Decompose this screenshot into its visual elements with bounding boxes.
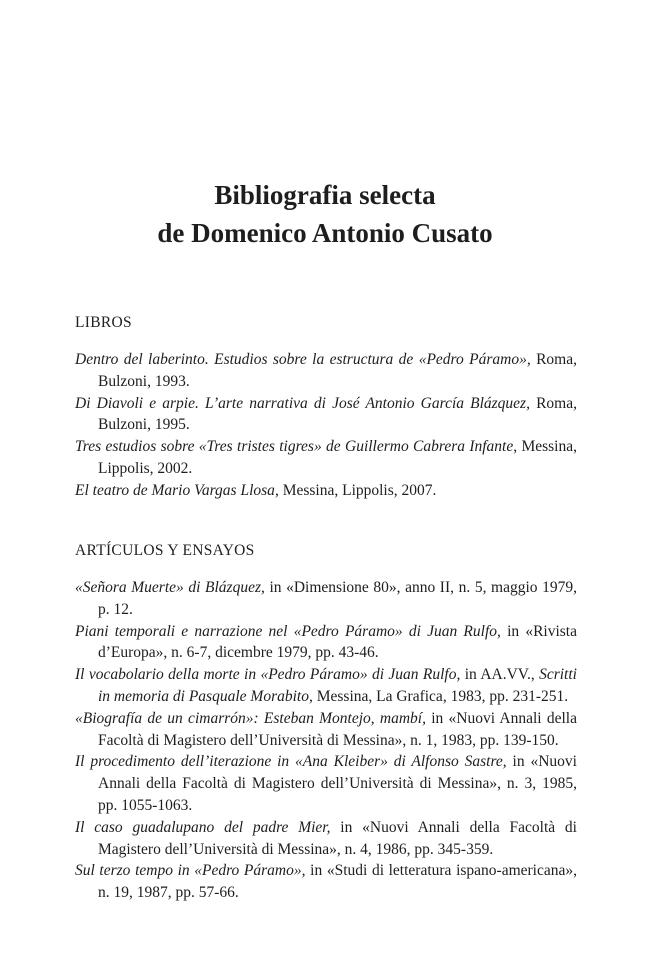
entry-title: «Biografía de un cimarrón»: Esteban Montejo, mambí, (75, 709, 426, 727)
bibliography-entry (75, 577, 577, 621)
entry-details: in «Rivista d’Europa», n. 6-7, dicembre 1979, pp. 43-46. (98, 622, 577, 662)
entry-details: in AA.VV., (460, 666, 540, 684)
entry-title: Di Diavoli e arpie. L’arte narrativa di José Antonio García Blázquez, (75, 394, 530, 412)
entry-title: Il caso guadalupano del padre Mier, (75, 818, 331, 836)
bibliography-entry (75, 860, 577, 904)
entry-title: «Señora Muerte» di Blázquez, (75, 579, 265, 596)
entry-details: Roma, Bulzoni, 1993. (98, 351, 577, 390)
entry-title: Il procedimento dell’iterazione in «Ana Kleiber» di Alfonso Sastre, (75, 753, 507, 771)
bibliography-entry (75, 817, 577, 861)
bibliography-entry (75, 621, 577, 665)
bibliography-entry (75, 751, 577, 816)
bibliography-entry (75, 664, 577, 708)
entry-details: in «Nuovi Annali della Facoltà di Magistero dell’Università di Messina», n. 3, 1985, pp. 1055-1063. (98, 753, 577, 814)
entry-details: in «Dimensione 80», anno II, n. 5, maggio 1979, p. 12. (98, 579, 577, 618)
entry-details: in «Nuovi Annali della Facoltà di Magistero dell’Università di Messina», n. 1, 1983, pp. 139-150. (98, 709, 577, 749)
libros-list (75, 349, 577, 502)
entry-title: El teatro de Mario Vargas Llosa (75, 481, 275, 499)
section-heading-articulos: ARTÍCULOS Y ENSAYOS (75, 542, 255, 559)
articulos-list (75, 577, 577, 904)
entry-details: Roma, Bulzoni, 1995. (98, 394, 577, 434)
title-line-1: Bibliografia selecta (214, 180, 436, 210)
entry-title: Sul terzo tempo in «Pedro Páramo», (75, 862, 306, 880)
entry-details: , Messina, La Grafica, 1983, pp. 231-251. (308, 687, 569, 705)
entry-details: in «Nuovi Annali della Facoltà di Magistero dell’Università di Messina», n. 4, 1986, pp. 345-359. (98, 818, 577, 858)
bibliography-entry (75, 349, 577, 393)
bibliography-entry (75, 480, 577, 502)
page-title (0, 176, 650, 252)
section-heading-libros: LIBROS (75, 314, 132, 331)
entry-title: Tres estudios sobre «Tres tristes tigres» de Guillermo Cabrera Infante (75, 438, 514, 456)
entry-title: Il vocabolario della morte in «Pedro Páramo» di Juan Rulfo, (75, 666, 461, 684)
entry-title: Piani temporali e narrazione nel «Pedro Páramo» di Juan Rulfo, (75, 622, 501, 640)
entry-details: , Messina, Lippolis, 2002. (98, 438, 577, 477)
title-line-2: de Domenico Antonio Cusato (157, 218, 493, 248)
entry-title: Dentro del laberinto. Estudios sobre la estructura de «Pedro Páramo», (75, 351, 531, 368)
bibliography-entry (75, 708, 577, 752)
entry-volume-title: Scritti in memoria di Pasquale Morabito (98, 666, 577, 705)
bibliography-entry (75, 393, 577, 437)
entry-details: in «Studi di letteratura ispano-americana», n. 19, 1987, pp. 57-66. (98, 862, 577, 902)
bibliography-entry (75, 436, 577, 480)
entry-details: , Messina, Lippolis, 2007. (274, 481, 437, 499)
